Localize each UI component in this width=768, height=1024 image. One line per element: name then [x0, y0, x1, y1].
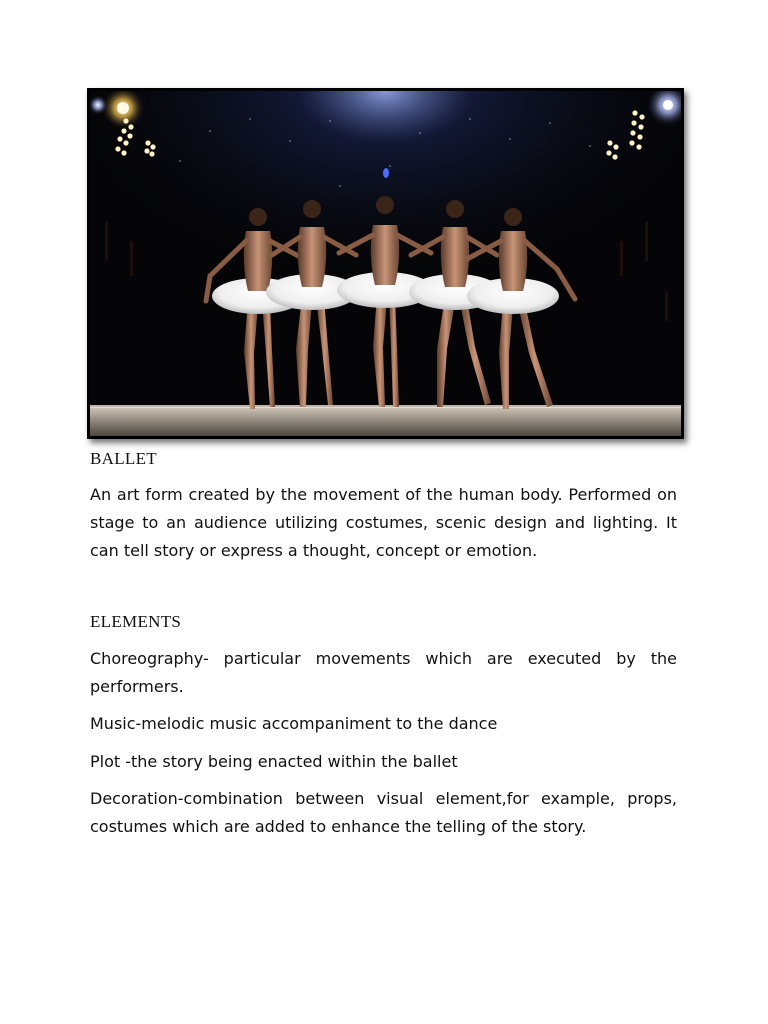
section-heading-ballet: BALLET	[90, 449, 157, 468]
element-item-plot: Plot -the story being enacted within the ballet	[90, 752, 458, 771]
element-item-choreography: Choreography- particular movements which are executed by the performers.	[90, 649, 677, 696]
ballet-photo	[87, 88, 684, 439]
element-item-music: Music-melodic music accompaniment to the dance	[90, 714, 498, 733]
section-heading-elements: ELEMENTS	[90, 612, 182, 631]
element-item-decoration: Decoration-combination between visual element,for example, props, costumes which are added to enhance the telling of the story.	[90, 789, 677, 836]
ballet-description: An art form created by the movement of the human body. Performed on stage to an audience utilizing costumes, scenic design and lighting. It can tell story or express a thought, concept or emotion.	[90, 485, 677, 560]
ballet-stage-illustration	[90, 91, 681, 436]
